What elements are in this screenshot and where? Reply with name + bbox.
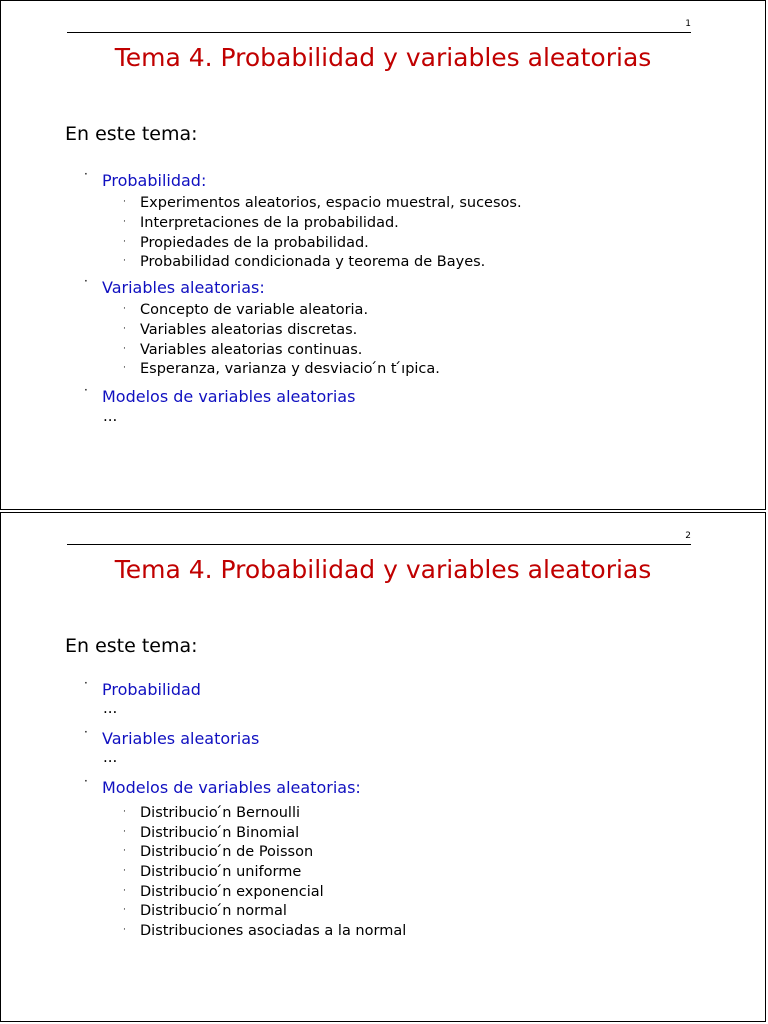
header-rule [67,32,691,33]
ellipsis: ... [103,407,118,425]
bullet-icon: · [123,237,126,247]
slide-1 [0,0,766,510]
ellipsis: ... [103,748,118,766]
page-number: 1 [685,19,691,29]
section-label: Variables aleatorias [102,729,260,748]
list-item-text: Propiedades de la probabilidad. [140,235,369,251]
section-label: Modelos de variables aleatorias: [102,778,361,797]
bullet-icon: · [84,676,88,690]
list-item-text: Esperanza, varianza y desviacio ́n t ́ıpica. [140,361,440,377]
bullet-icon: · [123,846,126,856]
slide-subtitle: En este tema: [65,635,198,657]
list-item-text: Distribuciones asociadas a la normal [140,923,407,939]
bullet-icon: · [123,807,126,817]
bullet-icon: · [84,167,88,181]
bullet-icon: · [123,217,126,227]
slide-2 [0,512,766,1022]
bullet-icon: · [123,886,126,896]
bullet-icon: · [123,304,126,314]
list-item-text: Distribucio ́n exponencial [140,884,324,900]
bullet-icon: · [123,197,126,207]
bullet-icon: · [123,256,126,266]
list-item-text: Distribucio ́n normal [140,903,287,919]
ellipsis: ... [103,699,118,717]
bullet-icon: · [84,383,88,397]
section-label: Modelos de variables aleatorias [102,387,356,406]
bullet-icon: · [123,905,126,915]
list-item-text: Interpretaciones de la probabilidad. [140,215,399,231]
list-item-text: Distribucio ́n uniforme [140,864,302,880]
list-item-text: Probabilidad condicionada y teorema de Bayes. [140,254,486,270]
bullet-icon: · [123,827,126,837]
section-label: Probabilidad: [102,171,207,190]
list-item-text: Distribucio ́n Binomial [140,825,300,841]
list-item-text: Variables aleatorias discretas. [140,322,358,338]
section-label: Variables aleatorias: [102,278,265,297]
slide-title: Tema 4. Probabilidad y variables aleatorias [114,43,652,72]
bullet-icon: · [84,774,88,788]
slide-subtitle: En este tema: [65,123,198,145]
list-item-text: Variables aleatorias continuas. [140,342,363,358]
section-label: Probabilidad [102,680,201,699]
page-number: 2 [685,531,691,541]
slide-title: Tema 4. Probabilidad y variables aleatorias [114,555,652,584]
bullet-icon: · [123,925,126,935]
bullet-icon: · [84,725,88,739]
bullet-icon: · [123,324,126,334]
list-item-text: Distribucio ́n de Poisson [140,844,314,860]
list-item-text: Distribucio ́n Bernoulli [140,805,301,821]
bullet-icon: · [84,274,88,288]
header-rule [67,544,691,545]
list-item-text: Experimentos aleatorios, espacio muestral, sucesos. [140,195,522,211]
bullet-icon: · [123,344,126,354]
list-item-text: Concepto de variable aleatoria. [140,302,369,318]
bullet-icon: · [123,866,126,876]
bullet-icon: · [123,363,126,373]
